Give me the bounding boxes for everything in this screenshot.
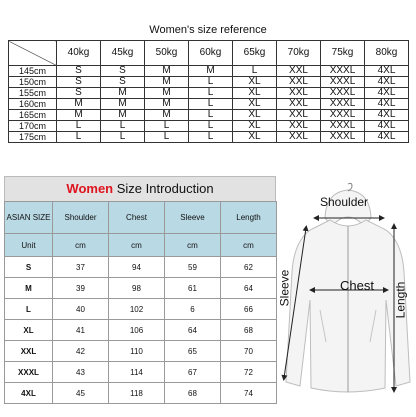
size-cell: L — [57, 132, 101, 143]
measurement-cell: 39 — [53, 278, 109, 299]
weight-header-cell: 80kg — [365, 41, 409, 66]
intro-header-cell: Sleeve — [165, 202, 221, 234]
intro-header-row — [5, 202, 277, 234]
asian-size-cell: XL — [5, 320, 53, 341]
reference-row — [9, 132, 409, 143]
measurement-cell: 43 — [53, 362, 109, 383]
height-label: 145cm — [9, 66, 57, 77]
weight-header-cell: 50kg — [145, 41, 189, 66]
measurement-cell: 41 — [53, 320, 109, 341]
height-label: 170cm — [9, 121, 57, 132]
intro-unit-cell: Unit — [5, 234, 53, 257]
intro-title — [4, 176, 276, 201]
reference-row — [9, 88, 409, 99]
size-cell: 4XL — [365, 110, 409, 121]
intro-row — [5, 278, 277, 299]
size-cell: L — [233, 66, 277, 77]
weight-header-cell: 45kg — [101, 41, 145, 66]
size-cell: XXL — [277, 99, 321, 110]
size-cell: XXL — [277, 121, 321, 132]
size-cell: M — [145, 66, 189, 77]
weight-header-cell: 75kg — [321, 41, 365, 66]
size-cell: M — [145, 77, 189, 88]
measurement-cell: 72 — [221, 362, 277, 383]
size-cell: M — [145, 99, 189, 110]
measurement-cell: 68 — [221, 320, 277, 341]
size-cell: XL — [233, 88, 277, 99]
measurement-cell: 61 — [165, 278, 221, 299]
measurement-cell: 42 — [53, 341, 109, 362]
asian-size-cell: XXL — [5, 341, 53, 362]
size-cell: 4XL — [365, 88, 409, 99]
height-label: 165cm — [9, 110, 57, 121]
reference-row — [9, 110, 409, 121]
sleeve-label: Sleeve — [277, 269, 292, 307]
measurement-cell: 118 — [109, 383, 165, 404]
intro-unit-cell: cm — [165, 234, 221, 257]
weight-header-cell: 60kg — [189, 41, 233, 66]
size-cell: 4XL — [365, 121, 409, 132]
measurement-cell: 102 — [109, 299, 165, 320]
intro-unit-cell: cm — [109, 234, 165, 257]
size-cell: L — [101, 132, 145, 143]
intro-row — [5, 257, 277, 278]
size-cell: XL — [233, 121, 277, 132]
height-label: 160cm — [9, 99, 57, 110]
asian-size-cell: XXXL — [5, 362, 53, 383]
size-cell: XXL — [277, 66, 321, 77]
intro-header-cell: ASIAN SIZE — [5, 202, 53, 234]
measurement-cell: 110 — [109, 341, 165, 362]
reference-row — [9, 121, 409, 132]
measurement-cell: 68 — [165, 383, 221, 404]
size-cell: M — [145, 110, 189, 121]
weight-header-cell: 70kg — [277, 41, 321, 66]
size-cell: L — [145, 132, 189, 143]
size-cell: L — [189, 88, 233, 99]
height-label: 155cm — [9, 88, 57, 99]
size-cell: 4XL — [365, 66, 409, 77]
size-cell: L — [189, 121, 233, 132]
size-cell: L — [101, 121, 145, 132]
measurement-cell: 37 — [53, 257, 109, 278]
size-introduction — [4, 176, 276, 404]
asian-size-cell: S — [5, 257, 53, 278]
chest-label: Chest — [340, 278, 374, 293]
intro-title-rest: Size Introduction — [113, 181, 214, 196]
measurement-cell: 64 — [165, 320, 221, 341]
asian-size-cell: L — [5, 299, 53, 320]
weight-header-row — [9, 41, 409, 66]
size-cell: 4XL — [365, 132, 409, 143]
height-label: 150cm — [9, 77, 57, 88]
size-cell: L — [189, 99, 233, 110]
size-cell: XXXL — [321, 121, 365, 132]
size-cell: M — [145, 88, 189, 99]
height-label: 175cm — [9, 132, 57, 143]
size-cell: XXXL — [321, 110, 365, 121]
size-cell: 4XL — [365, 77, 409, 88]
size-cell: L — [189, 77, 233, 88]
intro-unit-cell: cm — [53, 234, 109, 257]
intro-header-cell: Shoulder — [53, 202, 109, 234]
measurement-cell: 65 — [165, 341, 221, 362]
measurement-cell: 64 — [221, 278, 277, 299]
size-cell: M — [57, 99, 101, 110]
size-cell: 4XL — [365, 99, 409, 110]
size-cell: XXL — [277, 77, 321, 88]
size-cell: XXXL — [321, 132, 365, 143]
intro-row — [5, 383, 277, 404]
diagonal-header-cell — [9, 41, 57, 66]
intro-row — [5, 362, 277, 383]
intro-title-highlight: Women — [66, 181, 114, 196]
reference-row — [9, 99, 409, 110]
intro-header-cell: Length — [221, 202, 277, 234]
intro-row — [5, 341, 277, 362]
size-cell: L — [57, 121, 101, 132]
measurement-cell: 98 — [109, 278, 165, 299]
intro-unit-cell: cm — [221, 234, 277, 257]
size-cell: XXXL — [321, 66, 365, 77]
length-label: Length — [393, 281, 408, 319]
asian-size-cell: M — [5, 278, 53, 299]
intro-unit-row — [5, 234, 277, 257]
size-cell: XXXL — [321, 77, 365, 88]
reference-title: Women's size reference — [149, 24, 267, 36]
measurement-cell: 114 — [109, 362, 165, 383]
weight-header-cell: 40kg — [57, 41, 101, 66]
size-cell: XXXL — [321, 99, 365, 110]
size-cell: XXXL — [321, 88, 365, 99]
size-cell: S — [101, 66, 145, 77]
size-cell: XL — [233, 99, 277, 110]
intro-row — [5, 320, 277, 341]
size-cell: S — [57, 77, 101, 88]
size-cell: S — [57, 88, 101, 99]
size-cell: XL — [233, 77, 277, 88]
shoulder-label: Shoulder — [320, 195, 369, 209]
size-cell: XL — [233, 110, 277, 121]
size-cell: XXL — [277, 110, 321, 121]
measurement-cell: 70 — [221, 341, 277, 362]
asian-size-cell: 4XL — [5, 383, 53, 404]
intro-header-cell: Chest — [109, 202, 165, 234]
size-cell: L — [189, 132, 233, 143]
size-cell: M — [101, 88, 145, 99]
size-cell: M — [57, 110, 101, 121]
size-introduction-table — [4, 201, 277, 404]
size-cell: L — [189, 110, 233, 121]
size-cell: XL — [233, 132, 277, 143]
measurement-cell: 94 — [109, 257, 165, 278]
size-cell: XXL — [277, 88, 321, 99]
size-cell: S — [101, 77, 145, 88]
reference-row — [9, 66, 409, 77]
measurement-cell: 45 — [53, 383, 109, 404]
reference-row — [9, 77, 409, 88]
size-cell: M — [101, 110, 145, 121]
size-cell: M — [101, 99, 145, 110]
measurement-cell: 67 — [165, 362, 221, 383]
measurement-cell: 6 — [165, 299, 221, 320]
size-cell: M — [189, 66, 233, 77]
jacket-diagram — [277, 182, 416, 412]
measurement-cell: 62 — [221, 257, 277, 278]
size-reference-table — [8, 40, 409, 143]
size-cell: S — [57, 66, 101, 77]
intro-row — [5, 299, 277, 320]
size-cell: L — [145, 121, 189, 132]
measurement-cell: 74 — [221, 383, 277, 404]
measurement-cell: 40 — [53, 299, 109, 320]
size-cell: XXL — [277, 132, 321, 143]
measurement-cell: 59 — [165, 257, 221, 278]
weight-header-cell: 65kg — [233, 41, 277, 66]
measurement-cell: 66 — [221, 299, 277, 320]
measurement-cell: 106 — [109, 320, 165, 341]
